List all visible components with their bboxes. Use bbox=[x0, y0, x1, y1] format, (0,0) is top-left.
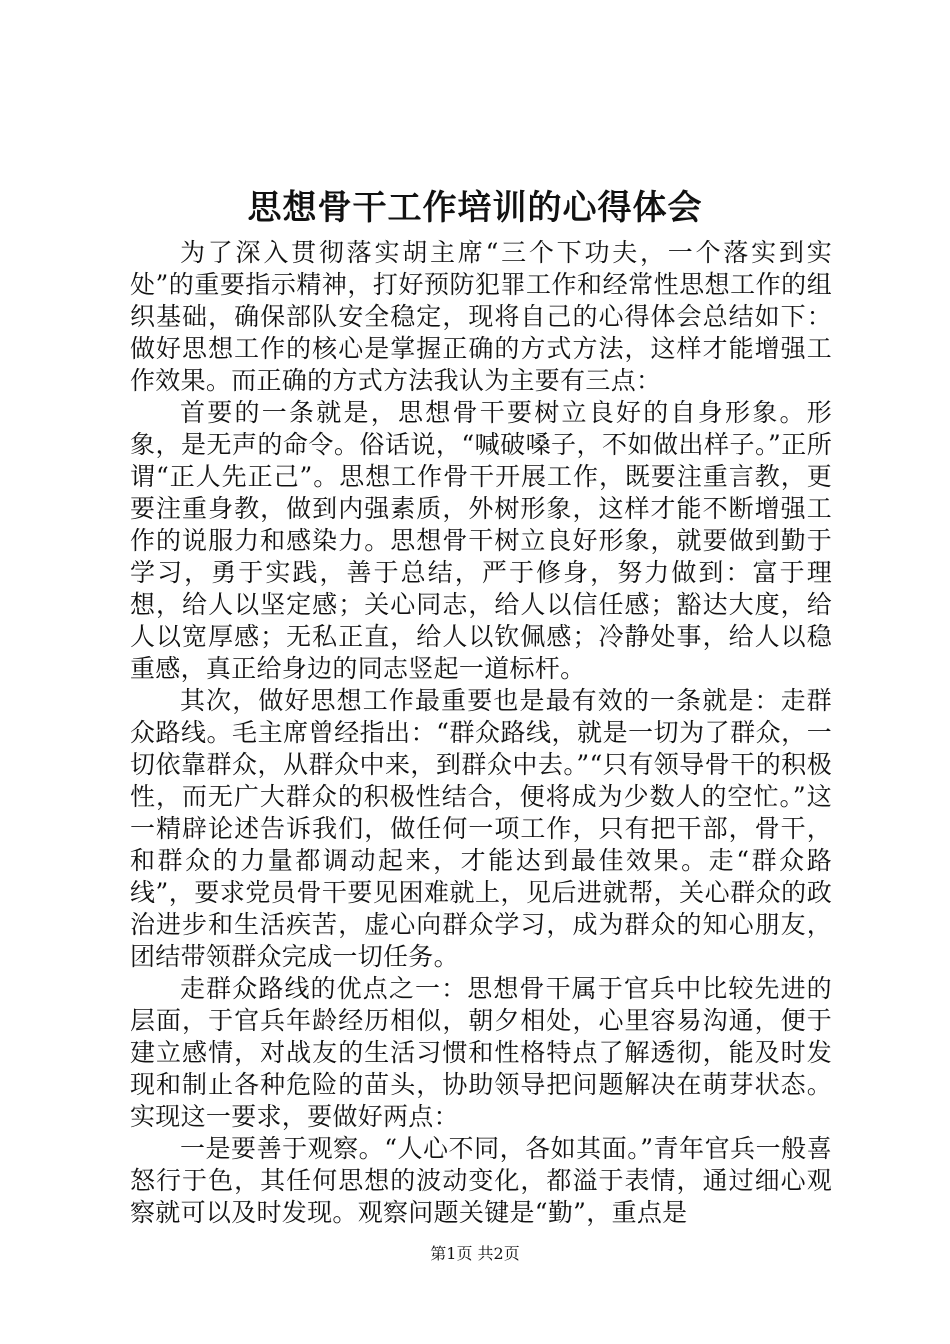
paragraph-mass-line-advantage: 走群众路线的优点之一：思想骨干属于官兵中比较先进的层面，于官兵年龄经历相似，朝夕相处，心里容易沟通，便于建立感情，对战友的生活习惯和性格特点了解透彻，能及时发现和制止各种危险的苗头，协助领导把问题解决在萌芽状态。实现这一要求，要做好两点： bbox=[130, 974, 832, 1131]
document-body bbox=[130, 237, 832, 1229]
page-number-footer: 第1页 共2页 bbox=[430, 1244, 520, 1263]
document-title: 思想骨干工作培训的心得体会 bbox=[247, 188, 703, 228]
paragraph-self-image: 首要的一条就是，思想骨干要树立良好的自身形象。形象，是无声的命令。俗话说，“喊破嗓子，不如做出样子。”正所谓“正人先正己”。思想工作骨干开展工作，既要注重言教，更要注重身教，做到内强素质，外树形象，这样才能不断增强工作的说服力和感染力。思想骨干树立良好形象，就要做到勤于学习，勇于实践，善于总结，严于修身，努力做到：富于理想，给人以坚定感；关心同志，给人以信任感；豁达大度，给人以宽厚感；无私正直，给人以钦佩感；冷静处事，给人以稳重感，真正给身边的同志竖起一道标杆。 bbox=[130, 398, 832, 683]
paragraph-mass-line: 其次，做好思想工作最重要也是最有效的一条就是：走群众路线。毛主席曾经指出：“群众路线，就是一切为了群众，一切依靠群众，从群众中来，到群众中去。”“只有领导骨干的积极性，而无广大群众的积极性结合，便将成为少数人的空忙。”这一精辟论述告诉我们，做任何一项工作，只有把干部，骨干，和群众的力量都调动起来，才能达到最佳效果。走“群众路线”，要求党员骨干要见困难就上，见后进就帮，关心群众的政治进步和生活疾苦，虚心向群众学习，成为群众的知心朋友，团结带领群众完成一切任务。 bbox=[130, 686, 832, 971]
paragraph-observation: 一是要善于观察。“人心不同，各如其面。”青年官兵一般喜怒行于色，其任何思想的波动变化，都溢于表情，通过细心观察就可以及时发现。观察问题关键是“勤”，重点是 bbox=[130, 1134, 832, 1227]
paragraph-intro: 为了深入贯彻落实胡主席“三个下功夫，一个落实到实处”的重要指示精神，打好预防犯罪工作和经常性思想工作的组织基础，确保部队安全稳定，现将自己的心得体会总结如下：做好思想工作的核心是掌握正确的方式方法，这样才能增强工作效果。而正确的方式方法我认为主要有三点： bbox=[130, 238, 832, 395]
